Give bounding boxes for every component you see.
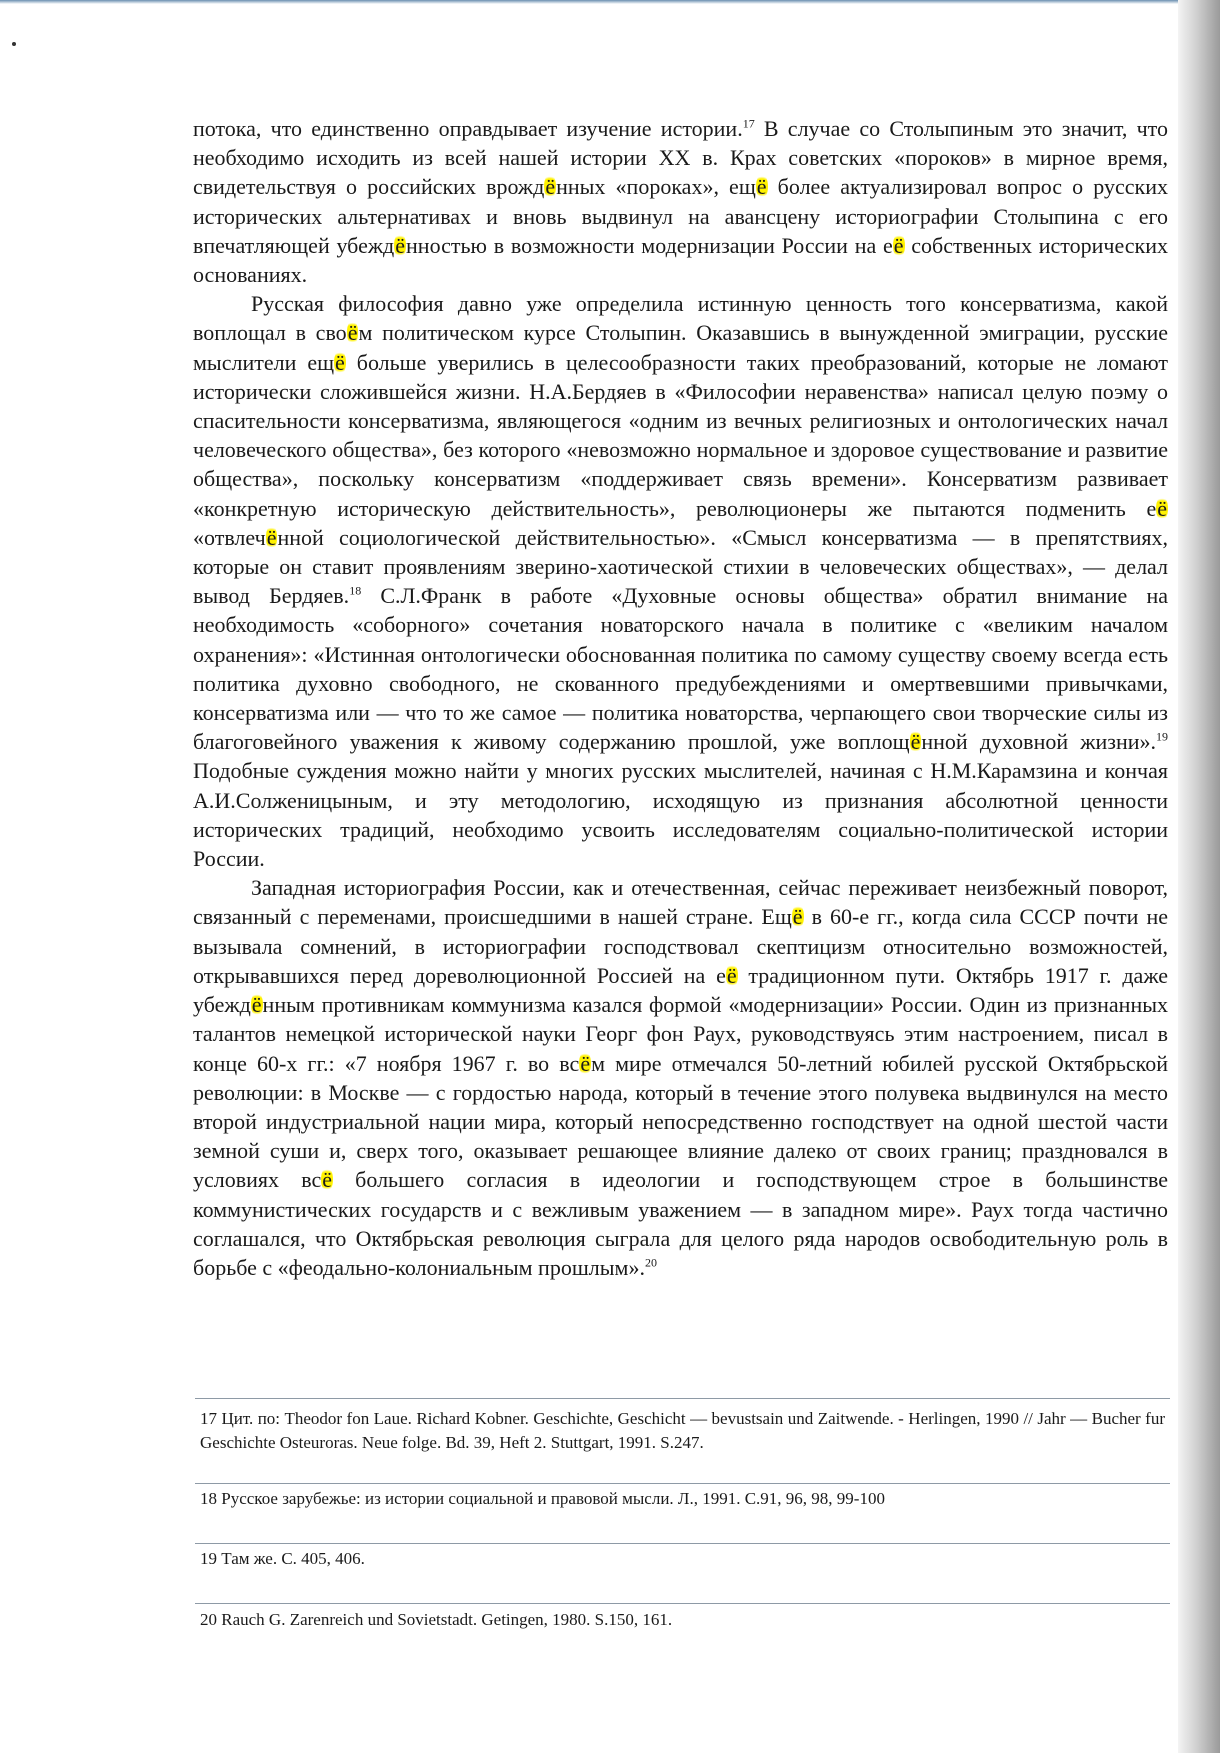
footnote-20: 20 Rauch G. Zarenreich und Sovietstadt. Getingen, 1980. S.150, 161. [200,1610,673,1629]
footnote-17: 17 Цит. по: Theodor fon Laue. Richard Kobner. Geschichte, Geschicht — bevustsain und Zaitwende. - Herlingen, 1990 // Jahr — Bucher fur Geschichte Osteuroras. Neue folge. Bd. 39, Heft 2. Stuttgart, 1991. S.247. [200,1409,1165,1452]
highlight-mark: ё [893,232,904,258]
highlight-mark: ё [792,904,803,930]
highlight-mark: ё [251,992,262,1018]
highlight-mark: ё [335,349,345,375]
footnote-ref: 17 [742,116,755,131]
scan-top-edge [0,0,1220,4]
highlight-mark: ё [910,729,921,755]
main-text [193,114,1168,1282]
footnote-ref: 19 [1156,729,1169,744]
highlight-mark: ё [726,962,737,988]
highlight-mark: ё [347,320,358,346]
footnote-19: 19 Там же. С. 405, 406. [200,1549,365,1568]
highlight-mark: ё [395,232,406,258]
paragraph-3: Западная историография России, как и отечественная, сейчас переживает неизбежный поворот, связанный с переменами, происшедшими в нашей стране. Ещё в 60-е гг., когда сила СССР почти не вызывала сомнений, в историографии господствовал скептицизм относительно возможностей, открывавшихся перед дореволюционной Россией на её традиционном пути. Октябрь 1917 г. даже убеждённым противникам коммунизма казался формой «модернизации» России. Один из признанных талантов немецкой исторической науки Георг фон Раух, руководствуясь этим настроением, писал в конце 60-х гг.: «7 ноября 1967 г. во всём мире отмечался 50-летний юбилей русской Октябрьской революции: в Москве — с гордостью народа, который в течение этого полувека выдвинулся на место второй индустриальной нации мира, который непосредственно господствует на одной шестой части земной суши и, сверх того, оказывает решающее влияние далеко от своих границ; праздновался в условиях всё большего согласия в идеологии и господствующем строе в большинстве коммунистических государств и с вежливым уважением — в западном мире». Раух тогда частично соглашался, что Октябрьская революция сыграла для целого ряда народов освободительную роль в борьбе с «феодально-колониальным прошлым».$^{20}$ [193,875,1169,1280]
paragraph-2: Русская философия давно уже определила истинную ценность того консерватизма, какой воплощал в своём политическом курсе Столыпин. Оказавшись в вынужденной эмиграции, русские мыслители ещё больше уверились в целесообразности таких преобразований, которые не ломают исторически сложившейся жизни. Н.А.Бердяев в «Философии неравенства» написал целую поэму о спасительности консерватизма, являющегося «одним из вечных религиозных и онтологических начал человеческого общества», без которого «невозможно нормальное и здоровое существование и развитие общества», поскольку консерватизм «поддерживает связь времени». Консерватизм развивает «конкретную историческую действительность», революционеры же пытаются подменить её «отвлечённой социологической действительностью». «Смысл консерватизма — в препятствиях, которые он ставит проявлениям зверино-хаотической стихии в человеческих обществах», — делал вывод Бердяев.$^{18}$ С.Л.Франк в работе «Духовные основы общества» обратил внимание на необходимость «соборного» сочетания новаторского начала в политике с «великим началом охранения»: «Истинная онтологически обоснованная политика по самому существу своему всегда есть политика духовно свободного, не скованного предубеждениями и омертвевшими привычками, консерватизма или — что то же самое — политика новаторства, черпающего свои творческие силы из благоговейного уважения к живому содержанию прошлой, уже воплощённой духовной жизни».$^{19}$ Подобные суждения можно найти у многих русских мыслителей, начиная с Н.М.Карамзина и кончая А.И.Солженицыным, и эту методологию, исходящую из признания абсолютной ценности исторических традиций, необходимо усвоить исследователям социально-политической истории России. [193,291,1169,872]
footnote-separator [195,1398,1170,1399]
highlight-mark: ё [580,1050,591,1076]
footnote-18: 18 Русское зарубежье: из истории социальной и правовой мысли. Л., 1991. С.91, 96, 98, 99-100 [200,1489,885,1508]
highlight-mark: ё [322,1167,332,1193]
scan-binding-shadow [1178,0,1220,1753]
footnote-ref: 20 [644,1255,657,1270]
scan-speck [12,42,16,46]
highlight-mark: ё [266,524,277,550]
footnote-separator [195,1543,1170,1544]
paragraph-1: потока, что единственно оправдывает изучение истории.$^{17}$ В случае со Столыпиным это значит, что необходимо исходить из всей нашей истории XX в. Крах советских «пороков» в мирное время, свидетельствуя о российских врождённых «пороках», ещё более актуализировал вопрос о русских исторических альтернативах и вновь выдвинул на авансцену историографии Столыпина с его впечатляющей убеждённостью в возможности модернизации России на её собственных исторических основаниях. [193,116,1169,288]
highlight-mark: ё [545,174,556,200]
footnote-separator [195,1603,1170,1604]
footnote-ref: 18 [349,583,362,598]
highlight-mark: ё [756,174,767,200]
highlight-mark: ё [1157,495,1167,521]
footnote-separator [195,1483,1170,1484]
